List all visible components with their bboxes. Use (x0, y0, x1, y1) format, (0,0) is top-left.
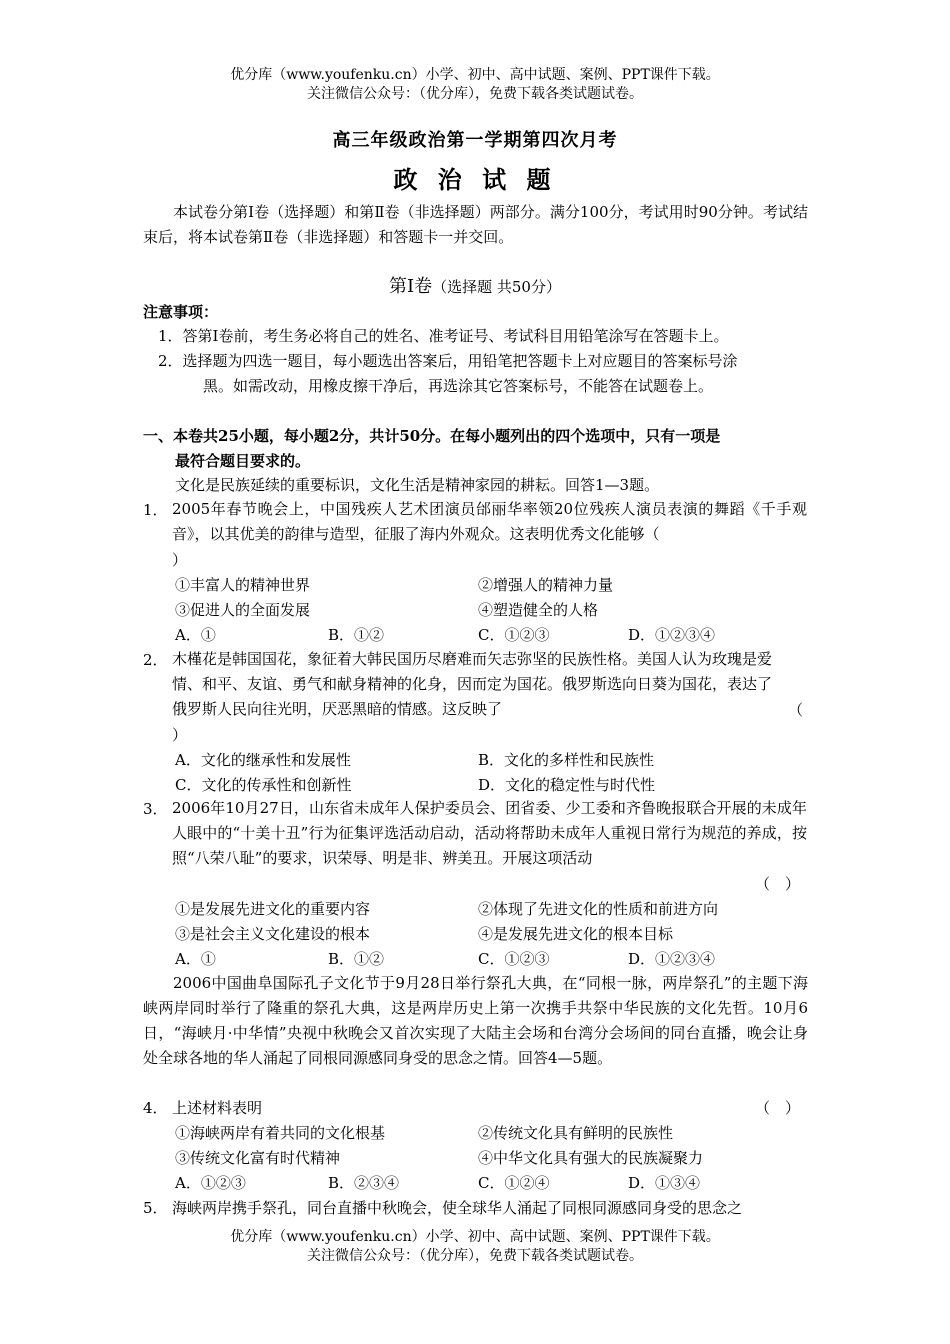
question-3-statement-1: ①是发展先进文化的重要内容 (175, 900, 371, 918)
answer-paren-open: （ (644, 525, 660, 543)
question-1-statement-1: ①丰富人的精神世界 (175, 576, 311, 594)
exam-title: 高三年级政治第一学期第四次月考 (332, 130, 618, 151)
question-2-option-a: A．文化的继承性和发展性 (175, 751, 351, 769)
question-4-option-a: A．①②③ (175, 1174, 246, 1192)
question-4-statement-3: ③传统文化富有时代精神 (175, 1149, 341, 1167)
footer-line-2: 关注微信公众号：（优分库），免费下载各类试题试卷。 (307, 1248, 643, 1264)
answer-paren: （ ） (755, 1099, 801, 1117)
exam-subtitle: 政 治 试 题 (393, 165, 557, 194)
question-2-text: 木槿花是韩国国花，象征着大韩民国历尽磨难而矢志弥坚的民族性格。美国人认为玫瑰是爱情、和平、友谊、勇气和献身精神的化身，因而定为国花。俄罗斯选向日葵为国花，表达了俄罗斯人民向往光明，厌恶黑暗的情感。这反映了 (172, 650, 773, 718)
question-1-statement-2: ②增强人的精神力量 (478, 576, 614, 594)
part-1-instructions: 一、本卷共25小题，每小题2分，共计50分。在每小题列出的四个选项中，只有一项是 (143, 427, 721, 445)
question-4-option-d: D．①③④ (628, 1174, 701, 1192)
page-footer (0, 1228, 950, 1266)
question-4-option-c: C．①②④ (478, 1174, 550, 1192)
question-5-number: 5． (143, 1199, 168, 1217)
question-1-stem (172, 497, 807, 547)
notice-heading: 注意事项： (143, 303, 219, 321)
question-1-statement-3: ③促进人的全面发展 (175, 601, 311, 619)
section-1-subtitle: （选择题 共50分） (432, 278, 561, 296)
question-2-option-c: C．文化的传承性和创新性 (175, 776, 352, 794)
question-2-option-b: B．文化的多样性和民族性 (478, 751, 655, 769)
question-4-text: 上述材料表明 (172, 1099, 263, 1117)
material-2: 2006中国曲阜国际孔子文化节于9月28日举行祭孔大典，在“同根一脉，两岸祭孔”的主题下海峡两岸同时举行了隆重的祭孔大典，这是两岸历史上第一次携手共祭中华民族的文化先哲。10月6日，“海峡月·中华情”央视中秋晚会又首次实现了大陆主会场和台湾分会场间的同台直播，晚会让身处全球各地的华人涌起了同根同源感同身受的思念之情。回答4—5题。 (143, 974, 808, 1067)
part-1-instructions-cont: 最符合题目要求的。 (175, 452, 311, 470)
section-1-title: 第Ⅰ卷 (389, 276, 433, 297)
material-1: 文化是民族延续的重要标识，文化生活是精神家园的耕耘。回答1—3题。 (175, 476, 660, 494)
question-1-option-d: D．①②③④ (628, 626, 716, 644)
page-header (0, 66, 950, 104)
question-3-statement-3: ③是社会主义文化建设的根本 (175, 925, 371, 943)
question-1-option-b: B．①② (328, 626, 385, 644)
question-1-option-a: A．① (175, 626, 216, 644)
question-2-number: 2． (143, 651, 168, 669)
question-3-option-b: B．①② (328, 950, 385, 968)
question-3-option-c: C．①②③ (478, 950, 550, 968)
question-3-number: 3． (143, 800, 168, 818)
notice-item-2: 2．选择题为四选一题目，每小题选出答案后，用铅笔把答题卡上对应题目的答案标号涂 (158, 352, 738, 370)
answer-paren-close: ） (172, 726, 188, 744)
footer-line-1: 优分库（www.youfenku.cn）小学、初中、高中试题、案例、PPT课件下载。 (230, 1229, 720, 1245)
question-4-option-b: B．②③④ (328, 1174, 400, 1192)
notice-item-2-cont: 黑。如需改动，用橡皮擦干净后，再选涂其它答案标号，不能答在试题卷上。 (203, 377, 714, 395)
answer-paren-open: （ (788, 701, 804, 719)
question-3-statement-4: ④是发展先进文化的根本目标 (478, 925, 674, 943)
question-1-option-c: C．①②③ (478, 626, 550, 644)
question-5-text: 海峡两岸携手祭孔，同台直播中秋晚会，使全球华人涌起了同根同源感同身受的思念之 (172, 1199, 743, 1217)
header-line-1: 优分库（www.youfenku.cn）小学、初中、高中试题、案例、PPT课件下载。 (230, 67, 720, 83)
question-4-number: 4． (143, 1099, 168, 1117)
question-4-statement-1: ①海峡两岸有着共同的文化根基 (175, 1124, 386, 1142)
question-1-text: 2005年春节晚会上，中国残疾人艺术团演员邰丽华率领20位残疾人演员表演的舞蹈《千手观音》，以其优美的韵律与造型，征服了海内外观众。这表明优秀文化能够 (172, 500, 807, 543)
answer-paren: （ ） (755, 875, 801, 893)
question-3-statement-2: ②体现了先进文化的性质和前进方向 (478, 900, 719, 918)
answer-paren-close: ） (172, 551, 188, 569)
question-1-number: 1． (143, 501, 168, 519)
question-3-option-a: A．① (175, 950, 216, 968)
question-2-option-d: D．文化的稳定性与时代性 (478, 776, 656, 794)
question-3-text: 2006年10月27日，山东省未成年人保护委员会、团省委、少工委和齐鲁晚报联合开展的未成年人眼中的“十美十丑”行为征集评选活动启动，活动将帮助未成年人重视日常行为规范的养成，按照“八荣八耻”的要求，识荣辱、明是非、辨美丑。开展这项活动 (172, 799, 807, 867)
notice-item-1: 1．答第Ⅰ卷前，考生务必将自己的姓名、准考证号、考试科目用铅笔涂写在答题卡上。 (158, 327, 729, 345)
question-4-statement-2: ②传统文化具有鲜明的民族性 (478, 1124, 674, 1142)
intro-paragraph: 本试卷分第Ⅰ卷（选择题）和第Ⅱ卷（非选择题）两部分。满分100分，考试用时90分钟。考试结束后，将本试卷第Ⅱ卷（非选择题）和答题卡一并交回。 (143, 203, 808, 246)
question-3-option-d: D．①②③④ (628, 950, 716, 968)
question-4-statement-4: ④中华文化具有强大的民族凝聚力 (478, 1149, 704, 1167)
question-1-statement-4: ④塑造健全的人格 (478, 601, 599, 619)
header-line-2: 关注微信公众号：（优分库），免费下载各类试题试卷。 (307, 86, 643, 102)
section-1-heading (0, 272, 950, 298)
